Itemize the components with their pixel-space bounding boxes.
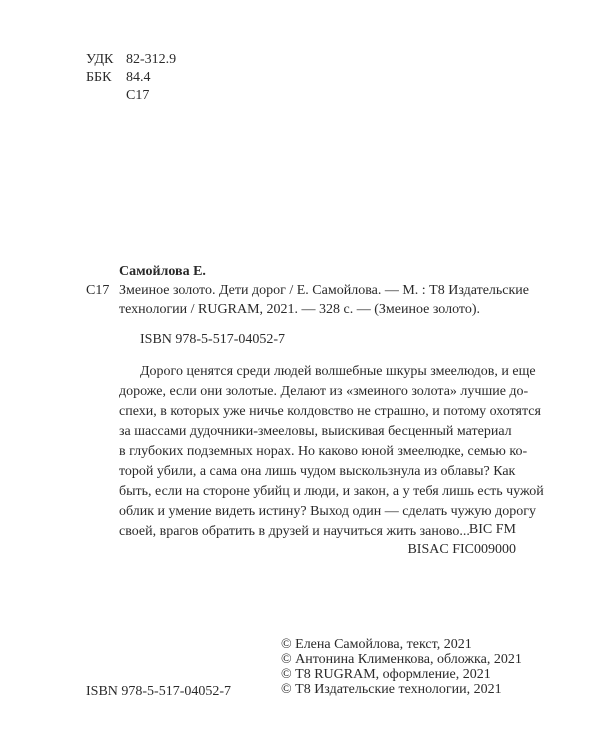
annotation-line: облик и умение видеть истину? Выход один — сделать чужую дорогу <box>119 504 536 519</box>
catalog-bib-line-2: технологии / RUGRAM, 2021. — 328 с. — (Змеиное золото). <box>119 302 481 317</box>
catalog-author: Самойлова Е. <box>119 264 206 279</box>
copyright-line: © Елена Самойлова, текст, 2021 <box>281 637 472 652</box>
annotation-line: быть, если на стороне убийц и люди, и закон, а у тебя лишь есть чужой <box>119 484 544 499</box>
copyright-line: © Антонина Клименкова, обложка, 2021 <box>281 652 522 667</box>
udk-row <box>86 51 176 69</box>
bisac-code: BISAC FIC009000 <box>407 542 516 557</box>
annotation-line: в глубоких подземных норах. Но каково юной змеелюдке, семью ко- <box>119 444 528 459</box>
annotation-line: Дорого ценятся среди людей волшебные шкуры змеелюдов, и еще <box>140 364 536 379</box>
bbk-label: ББК <box>86 70 112 85</box>
author-mark-row <box>86 87 176 105</box>
annotation-line: дороже, если они золотые. Делают из «змеиного золота» лучшие до- <box>119 384 529 399</box>
catalog-author-mark: С17 <box>86 283 110 298</box>
annotation-line: торой убили, а сама она лишь чудом выскользнула из облавы? Как <box>119 464 516 479</box>
annotation <box>119 362 544 542</box>
udk-label: УДК <box>86 52 114 67</box>
catalog-isbn: ISBN 978-5-517-04052-7 <box>140 332 286 347</box>
bbk-row <box>86 69 176 87</box>
catalog-bib-line-1: Змеиное золото. Дети дорог / Е. Самойлова. — М. : Т8 Издательские <box>119 283 530 298</box>
udk-value: 82-312.9 <box>126 52 177 67</box>
classification-block <box>86 51 176 105</box>
author-mark-top: С17 <box>126 88 150 103</box>
copyright-line: © Т8 RUGRAM, оформление, 2021 <box>281 667 491 682</box>
copyright-line: © Т8 Издательские технологии, 2021 <box>281 682 502 697</box>
bic-code: BIC FM <box>468 522 516 537</box>
copyright-block <box>281 637 522 697</box>
annotation-line: своей, врагов обратить в друзей и научиться жить заново... <box>119 524 470 539</box>
subject-codes <box>380 520 516 560</box>
footer-isbn: ISBN 978-5-517-04052-7 <box>86 684 232 699</box>
bbk-value: 84.4 <box>126 70 151 85</box>
annotation-line: спехи, в которых уже ничье колдовство не страшно, и потому охотятся <box>119 404 541 419</box>
annotation-line: за шассами дудочники-змееловы, выискивая бесценный материал <box>119 424 512 439</box>
